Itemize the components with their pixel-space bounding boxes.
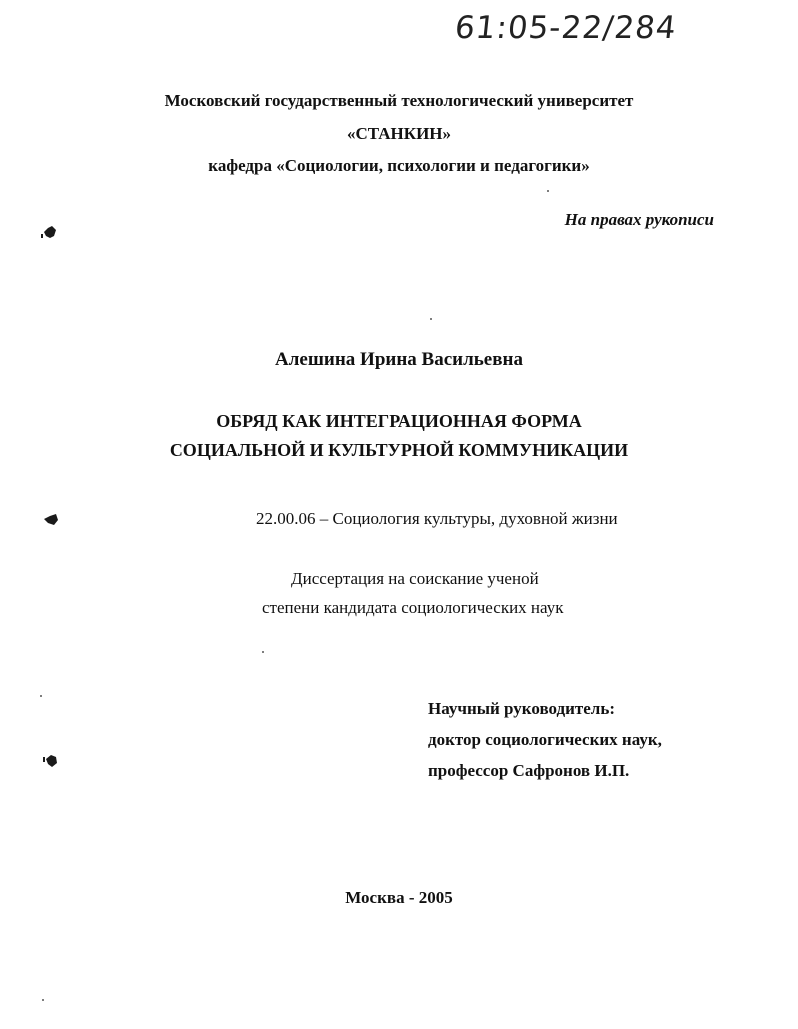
university-short-name: «СТАНКИН» <box>346 124 452 143</box>
supervisor-name: профессор Сафронов И.П. <box>428 761 630 780</box>
dissertation-title-line-2: СОЦИАЛЬНОЙ И КУЛЬТУРНОЙ КОММУНИКАЦИИ <box>169 440 629 460</box>
dissertation-title-line-1: ОБРЯД КАК ИНТЕГРАЦИОННАЯ ФОРМА <box>216 411 582 431</box>
punch-hole-mark <box>42 751 66 769</box>
author-name: Алешина Ирина Васильевна <box>275 349 523 370</box>
degree-statement-line-1: Диссертация на соискание ученой <box>291 569 539 588</box>
city-and-year: Москва - 2005 <box>345 888 453 907</box>
archive-handwritten-code: 61:05-22/284 <box>453 10 679 46</box>
punch-hole-mark <box>40 222 64 240</box>
university-name: Московский государственный технологический университет <box>164 91 634 110</box>
manuscript-rights-note: На правах рукописи <box>564 210 714 229</box>
scan-speck <box>40 695 42 697</box>
department-name: кафедра «Социологии, психологии и педагогики» <box>208 156 590 175</box>
supervisor-degree: доктор социологических наук, <box>428 730 662 749</box>
scan-speck <box>547 190 549 192</box>
scan-speck <box>430 318 432 320</box>
supervisor-label: Научный руководитель: <box>428 699 615 718</box>
scan-speck <box>262 651 264 653</box>
scan-speck <box>42 999 44 1001</box>
punch-hole-mark <box>42 510 66 528</box>
degree-statement-line-2: степени кандидата социологических наук <box>262 598 564 617</box>
specialty-code: 22.00.06 – Социология культуры, духовной жизни <box>256 509 618 528</box>
